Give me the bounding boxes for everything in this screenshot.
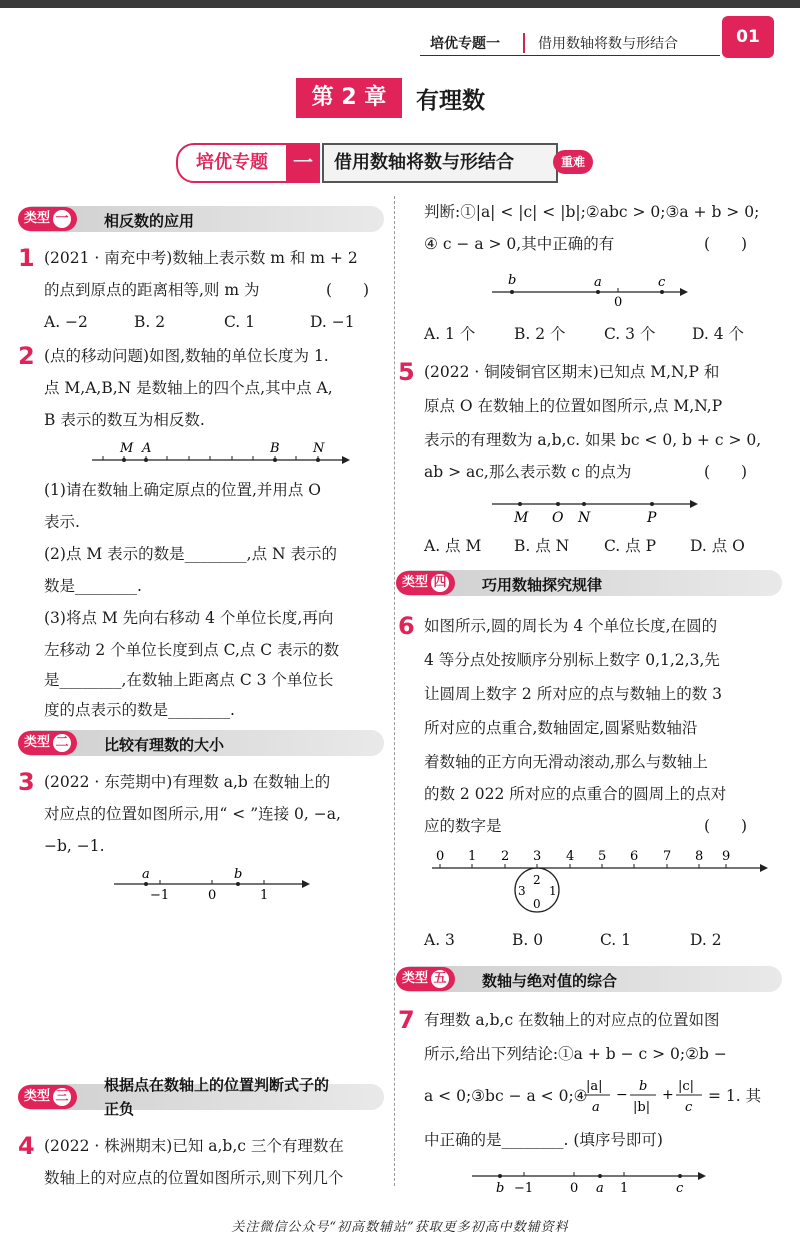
type-number: 二 — [53, 734, 71, 752]
frac-1-den: a — [592, 1100, 600, 1115]
q4-line-1: (2022 · 株洲期末)已知 a,b,c 三个有理数在 — [44, 1137, 344, 1155]
q4-option-c: C. 3 个 — [604, 325, 656, 343]
q4-option-a: A. 1 个 — [424, 325, 476, 343]
header-section: 培优专题一 — [430, 36, 500, 52]
q2-point-b: B — [270, 441, 280, 456]
q7-point-c: c — [676, 1181, 684, 1196]
page-number: 01 — [722, 16, 774, 58]
q6-tick-7: 7 — [663, 849, 672, 864]
type-pill-4 — [396, 571, 455, 595]
q7-point-b: b — [496, 1181, 505, 1196]
frac-2-num: b — [639, 1079, 648, 1094]
type-number: 五 — [431, 970, 449, 988]
q4-line-4: ④ c − a > 0,其中正确的有 — [424, 235, 615, 253]
type-pill-3 — [18, 1085, 77, 1109]
type-title-3b: 正负 — [104, 1100, 135, 1118]
q1-option-a: A. −2 — [44, 313, 88, 331]
q6-option-b: B. 0 — [512, 931, 544, 949]
q1-option-b: B. 2 — [134, 313, 166, 331]
q5-point-o: O — [552, 510, 564, 526]
q2-sub-2: (2)点 M 表示的数是________,点 N 表示的 — [44, 545, 338, 563]
q2-sub-3b: 左移动 2 个单位长度到点 C,点 C 表示的数 — [44, 641, 340, 659]
chapter-label: 第 2 章 — [296, 78, 402, 118]
q7-tick-1: 1 — [620, 1181, 629, 1196]
top-edge — [0, 0, 800, 8]
q3-tick-neg1: −1 — [150, 888, 170, 903]
q3-point-b: b — [234, 867, 243, 882]
q2-sub-3: (3)将点 M 先向右移动 4 个单位长度,再向 — [44, 609, 334, 627]
q6-line-2: 4 等分点处按顺序分别标上数字 0,1,2,3,先 — [424, 651, 720, 669]
type-pill-1 — [18, 207, 77, 231]
q1-line-2: 的点到原点的距离相等,则 m 为 — [44, 281, 260, 299]
q4-point-b: b — [508, 273, 517, 288]
q2-point-m: M — [120, 441, 134, 456]
q3-line-2: 对应点的位置如图所示,用“ < ”连接 0, −a, — [44, 805, 341, 823]
q7-point-a: a — [596, 1181, 604, 1196]
type-title-3: 根据点在数轴上的位置判断式子的 — [104, 1076, 330, 1094]
q6-circle-1: 1 — [549, 884, 557, 898]
type-title-1: 相反数的应用 — [104, 212, 195, 230]
topic-banner-left: 培优专题 — [176, 143, 288, 183]
q7-line-4: 中正确的是________. (填序号即可) — [424, 1131, 663, 1149]
frac-3-den: c — [685, 1100, 693, 1115]
q4-option-b: B. 2 个 — [514, 325, 566, 343]
question-number-4: 4 — [18, 1132, 35, 1160]
q2-line-3: B 表示的数互为相反数. — [44, 411, 205, 429]
q2-line-2: 点 M,A,B,N 是数轴上的四个点,其中点 A, — [44, 379, 333, 397]
q7-fraction-expression — [582, 1074, 706, 1118]
q4-point-a: a — [594, 275, 602, 290]
q4-line-3: 判断:①|a| < |c| < |b|;②abc > 0;③a + b > 0; — [424, 203, 760, 221]
question-number-6: 6 — [398, 612, 415, 640]
q7-tick-neg1: −1 — [514, 1181, 534, 1196]
q5-option-a: A. 点 M — [424, 537, 482, 555]
type-pill-5 — [396, 967, 455, 991]
q3-line-1: (2022 · 东莞期中)有理数 a,b 在数轴上的 — [44, 773, 331, 791]
frac-1-num: |a| — [586, 1079, 603, 1094]
q5-point-p: P — [647, 510, 657, 526]
header-topic: 借用数轴将数与形结合 — [538, 36, 678, 52]
q4-number-line — [490, 270, 690, 310]
q6-tick-0: 0 — [436, 849, 445, 864]
q6-tick-3: 3 — [533, 849, 542, 864]
q6-option-d: D. 2 — [690, 931, 722, 949]
q6-tick-4: 4 — [566, 849, 575, 864]
q1-line-1: (2021 · 南充中考)数轴上表示数 m 和 m + 2 — [44, 249, 358, 267]
type-title-4: 巧用数轴探究规律 — [482, 576, 603, 594]
question-number-1: 1 — [18, 244, 35, 272]
svg-text:−: − — [616, 1087, 628, 1103]
q2-sub-3c: 是________,在数轴上距离点 C 3 个单位长 — [44, 671, 334, 689]
q6-tick-8: 8 — [695, 849, 704, 864]
q2-sub-1: (1)请在数轴上确定原点的位置,并用点 O — [44, 481, 322, 499]
type-number: 一 — [53, 210, 71, 228]
q5-point-n: N — [578, 510, 591, 526]
type-label: 类型 — [24, 211, 51, 226]
q4-tick-0: 0 — [614, 295, 623, 310]
q4-answer-paren: ( ) — [704, 235, 748, 253]
footer-note: 关注微信公众号“初高数辅站”获取更多初高中数辅资料 — [231, 1220, 569, 1235]
q5-line-1: (2022 · 铜陵铜官区期末)已知点 M,N,P 和 — [424, 363, 720, 381]
q6-line-6: 的数 2 022 所对应的点重合的圆周上的点对 — [424, 785, 727, 803]
header-divider — [523, 33, 525, 53]
type-title-5: 数轴与绝对值的综合 — [482, 972, 618, 990]
q5-point-m: M — [514, 510, 529, 526]
q2-sub-1b: 表示. — [44, 513, 80, 531]
q6-tick-6: 6 — [630, 849, 639, 864]
q3-point-a: a — [142, 867, 150, 882]
header-rule — [420, 55, 720, 56]
q7-number-line — [470, 1164, 710, 1200]
q1-option-c: C. 1 — [224, 313, 256, 331]
q2-line-1: (点的移动问题)如图,数轴的单位长度为 1. — [44, 347, 329, 365]
q1-option-d: D. −1 — [310, 313, 355, 331]
q6-line-4: 所对应的点重合,数轴固定,圆紧贴数轴沿 — [424, 719, 698, 737]
q3-tick-0: 0 — [208, 888, 217, 903]
question-number-7: 7 — [398, 1006, 415, 1034]
q5-line-3: 表示的有理数为 a,b,c. 如果 bc < 0, b + c > 0, — [424, 431, 762, 449]
q6-tick-5: 5 — [598, 849, 607, 864]
q5-option-d: D. 点 O — [690, 537, 745, 555]
topic-banner-title: 借用数轴将数与形结合 — [322, 143, 558, 183]
q5-line-2: 原点 O 在数轴上的位置如图所示,点 M,N,P — [424, 397, 723, 415]
q6-option-a: A. 3 — [424, 931, 455, 949]
q7-line-3: a < 0;③bc − a < 0;④ — [424, 1087, 588, 1105]
q5-option-b: B. 点 N — [514, 537, 570, 555]
chapter-title: 有理数 — [416, 88, 485, 114]
q6-tick-9: 9 — [722, 849, 731, 864]
column-divider — [394, 196, 395, 1186]
question-number-2: 2 — [18, 342, 35, 370]
q6-line-1: 如图所示,圆的周长为 4 个单位长度,在圆的 — [424, 617, 718, 635]
frac-2-den: |b| — [633, 1100, 651, 1115]
type-label: 类型 — [24, 1089, 51, 1104]
question-number-3: 3 — [18, 768, 35, 796]
q6-answer-paren: ( ) — [704, 817, 748, 835]
q2-sub-3d: 度的点表示的数是________. — [44, 701, 235, 719]
q2-number-line — [90, 438, 350, 474]
q7-line-2: 所示,给出下列结论:①a + b − c > 0;②b − — [424, 1045, 727, 1063]
type-number: 三 — [53, 1088, 71, 1106]
q6-option-c: C. 1 — [600, 931, 632, 949]
q6-line-7: 应的数字是 — [424, 817, 502, 835]
q3-number-line — [112, 866, 312, 906]
q6-line-3: 让圆周上数字 2 所对应的点与数轴上的数 3 — [424, 685, 723, 703]
q3-tick-1: 1 — [260, 888, 269, 903]
q6-circle-3: 3 — [518, 884, 526, 898]
q3-line-3: −b, −1. — [44, 837, 105, 855]
q1-answer-paren: ( ) — [326, 281, 370, 299]
q6-circle-2: 2 — [533, 873, 541, 887]
q2-point-a: A — [142, 441, 152, 456]
question-number-5: 5 — [398, 358, 415, 386]
q6-number-line-figure — [430, 844, 770, 920]
type-number: 四 — [431, 574, 449, 592]
q2-sub-2b: 数是________. — [44, 577, 142, 595]
type-pill-2 — [18, 731, 77, 755]
type-label: 类型 — [24, 735, 51, 750]
q7-tick-0: 0 — [570, 1181, 579, 1196]
q6-line-5: 着数轴的正方向无滑动滚动,那么与数轴上 — [424, 753, 708, 771]
topic-banner-number: 一 — [286, 143, 320, 183]
q5-line-4: ab > ac,那么表示数 c 的点为 — [424, 463, 632, 481]
q4-option-d: D. 4 个 — [692, 325, 745, 343]
q4-line-2: 数轴上的对应点的位置如图所示,则下列几个 — [44, 1169, 344, 1187]
q2-point-n: N — [313, 441, 325, 456]
type-title-2: 比较有理数的大小 — [104, 736, 225, 754]
q6-tick-2: 2 — [501, 849, 510, 864]
q4-point-c: c — [658, 275, 666, 290]
svg-text:+: + — [662, 1087, 674, 1103]
q7-line-1: 有理数 a,b,c 在数轴上的对应点的位置如图 — [424, 1011, 720, 1029]
type-label: 类型 — [402, 575, 429, 590]
q5-answer-paren: ( ) — [704, 463, 748, 481]
q5-option-c: C. 点 P — [604, 537, 657, 555]
type-label: 类型 — [402, 971, 429, 986]
q6-circle-0: 0 — [533, 897, 541, 911]
q7-line-3-end: = 1. 其 — [708, 1087, 762, 1105]
q5-number-line — [490, 494, 700, 526]
difficulty-badge: 重难 — [553, 150, 593, 174]
frac-3-num: |c| — [678, 1079, 695, 1094]
q6-tick-1: 1 — [468, 849, 477, 864]
